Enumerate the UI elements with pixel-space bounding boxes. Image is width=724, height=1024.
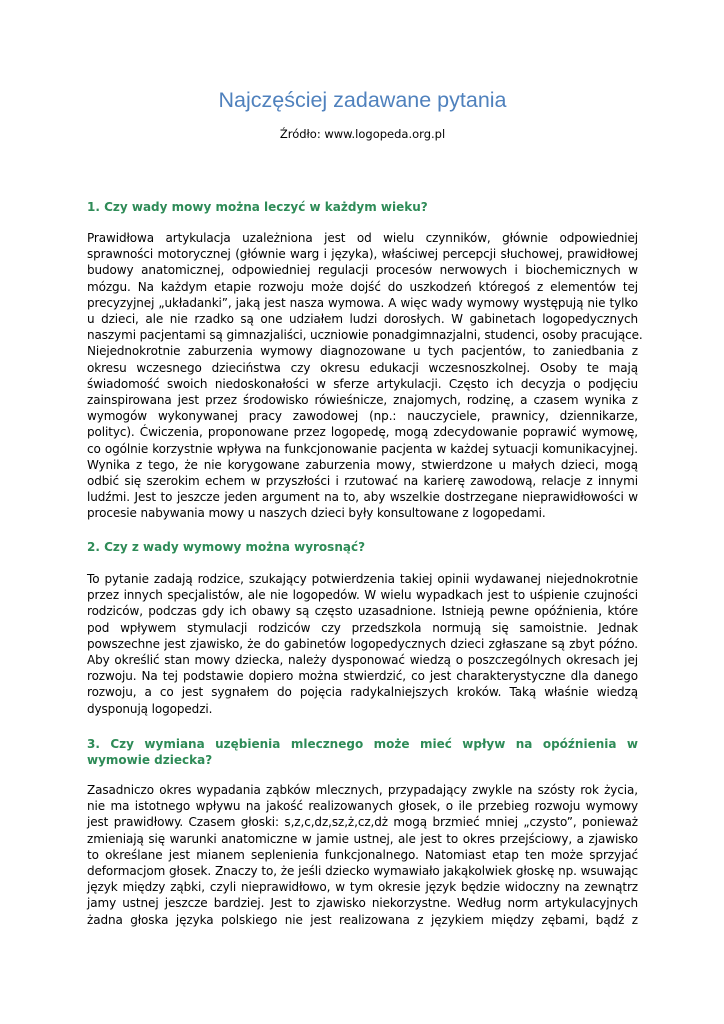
question-heading-3: 3. Czy wymiana uzębienia mlecznego może mieć wpływ na opóźnienia w wymowie dziecka? <box>87 737 638 767</box>
page-title: Najczęściej zadawane pytania <box>218 88 507 112</box>
text-line: pod wpływem stymulacji rodziców czy przedszkola normują się samoistnie. Jednak <box>87 620 638 635</box>
text-line: rozwoju. Na tej podstawie dopiero można stwierdzić, co jest charakterystyczne dla danego <box>87 669 638 684</box>
text-line: naszymi pacjentami są gimnazjaliści, uczniowie ponadgimnazjalni, studenci, osoby pracujące. <box>87 328 643 343</box>
text-line: deformacjom głosek. Znaczy to, że jeśli dziecko wymawiało jakąkolwiek głoskę np. wsuwając <box>87 864 638 879</box>
text-line: co ogólnie korzystnie wpływa na funkcjonowanie pacjenta w każdej sytuacji komunikacyjnej. <box>87 441 638 456</box>
text-line: język między ząbki, czyli nieprawidłowo, w tym okresie język będzie widoczny na zewnątrz <box>87 880 638 895</box>
document-page <box>87 0 643 1024</box>
text-line: rodziców, podczas gdy ich obawy są często uzasadnione. Istnieją pewne opóźnienia, które <box>87 604 638 619</box>
text-line: u dzieci, ale nie rzadko są one udziałem ludzi dorosłych. W gabinetach logopedycznych <box>87 312 638 327</box>
answer-paragraph-1 <box>87 230 643 522</box>
text-line: Zasadniczo okres wypadania ząbków mlecznych, przypadający zwykle na szósty rok życia, <box>87 783 638 797</box>
text-line: Prawidłowa artykulacja uzależniona jest od wielu czynników, głównie odpowiedniej <box>87 231 638 245</box>
text-line: ludźmi. Jest to jeszcze jeden argument na to, aby wszelkie dostrzegane nieprawidłowości w <box>87 490 638 505</box>
text-line: jamy ustnej jeszcze bardziej. Jest to zjawisko niekorzystne. Według norm artykulacyjnych <box>87 896 638 911</box>
text-line: odbić się szerokim echem w przyszłości i rzutować na karierę zawodową, relacje z innymi <box>87 474 638 489</box>
text-line: świadomość swoich niedoskonałości w sferze artykulacji. Często ich decyzja o podjęciu <box>87 376 638 391</box>
text-line: powszechne jest zjawisko, że do gabinetów logopedycznych dzieci zgłaszane są zbyt późno. <box>87 636 638 651</box>
answer-paragraph-2 <box>87 571 638 717</box>
text-line: Wynika z tego, że nie korygowane zaburzenia mowy, stwierdzone u małych dzieci, mogą <box>87 457 638 472</box>
text-line: budowy anatomicznej, odpowiedniej regulacji procesów nerwowych i biochemicznych w <box>87 263 638 278</box>
answer-paragraph-3 <box>87 782 638 928</box>
text-line: zainspirowana jest przez środowisko rówieśnicze, znajomych, rodzinę, a czasem wynika z <box>87 393 638 408</box>
text-line: zmieniają się warunki anatomiczne w jamie ustnej, ale jest to okres przejściowy, a zjawisko <box>87 831 638 846</box>
text-line: sprawności motorycznej (głównie warg i języka), właściwej percepcji słuchowej, prawidłowej <box>87 247 638 262</box>
text-line: dysponują logopedzi. <box>87 701 213 716</box>
text-line: przez innych specjalistów, ale nie logopedów. W wielu wypadkach jest to uśpienie czujności <box>87 588 638 603</box>
text-line: okresu wczesnego dzieciństwa czy okresu edukacji wczesnoszkolnej. Osoby te mają <box>87 360 638 375</box>
question-heading-2: 2. Czy z wady wymowy można wyrosnąć? <box>87 540 366 554</box>
text-line: polityc). Ćwiczenia, proponowane przez logopedę, mogą zdecydowanie poprawić wymowę, <box>87 425 638 440</box>
text-line: żadna głoska języka polskiego nie jest realizowana z językiem między zębami, bądź z <box>87 912 638 927</box>
text-line: to określane jest mianem seplenienia funkcjonalnego. Natomiast etap ten może sprzyjać <box>87 847 638 862</box>
question-heading-1: 1. Czy wady mowy można leczyć w każdym wieku? <box>87 200 428 214</box>
text-line: precyzyjnej „układanki”, jaką jest nasza wymowa. A więc wady wymowy występują nie tylko <box>87 295 638 310</box>
source-line: Źródło: www.logopeda.org.pl <box>279 127 446 141</box>
text-line: Aby określić stan mowy dziecka, należy dysponować wiedzą o poszczególnych okresach jej <box>87 653 638 668</box>
text-line: wymogów wykonywanej pracy zawodowej (np.: nauczyciele, prawnicy, dziennikarze, <box>87 409 638 424</box>
text-line: rozwoju, a co jest sygnałem do pojęcia radykalniejszych kroków. Taką właśnie wiedzą <box>87 685 638 700</box>
text-line: Niejednokrotnie zaburzenia wymowy diagnozowane u tych pacjentów, to zaniedbania z <box>87 344 638 359</box>
text-line: procesie nabywania mowy u naszych dzieci były konsultowane z logopedami. <box>87 506 546 521</box>
text-line: To pytanie zadają rodzice, szukający potwierdzenia takiej opinii wydawanej niejednokrotnie <box>87 572 638 586</box>
text-line: nie ma istotnego wpływu na jakość realizowanych głosek, o ile przebieg rozwoju wymowy <box>87 799 638 814</box>
text-line: jest prawidłowy. Czasem głoski: s,z,c,dz,sz,ż,cz,dż mogą brzmieć mniej „czysto”, ponieważ <box>87 815 638 830</box>
text-line: mózgu. Na każdym etapie rozwoju może dojść do uszkodzeń któregoś z elementów tej <box>87 279 638 294</box>
